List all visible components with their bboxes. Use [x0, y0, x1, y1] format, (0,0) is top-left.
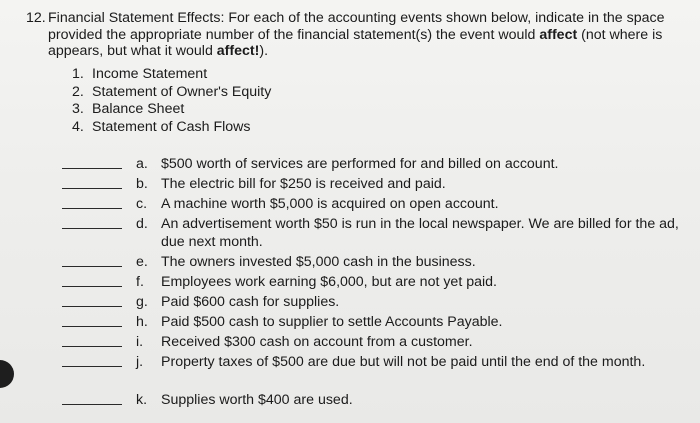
event-text: $500 worth of services are performed for and billed on account.: [161, 156, 559, 172]
event-text: Paid $500 cash to supplier to settle Accounts Payable.: [161, 314, 503, 330]
event-letter: g.: [136, 294, 148, 310]
statement-item: [72, 119, 271, 137]
binder-hole: [0, 360, 14, 388]
affect-emphasis-2: affect!: [216, 43, 260, 59]
statement-item: [72, 66, 271, 84]
statement-item: [72, 84, 271, 102]
statement-item: [72, 101, 271, 119]
question-number: 12.: [26, 10, 46, 26]
question-end: ).: [259, 43, 269, 59]
event-letter: c.: [136, 196, 148, 212]
answer-blank[interactable]: [62, 266, 122, 267]
statement-label: Income Statement: [92, 66, 208, 82]
answer-blank[interactable]: [62, 326, 122, 327]
statement-number: 2.: [72, 83, 84, 100]
answer-blank[interactable]: [62, 208, 122, 209]
answer-blank[interactable]: [62, 366, 122, 367]
statement-label: Statement of Owner's Equity: [92, 83, 272, 100]
event-text: A machine worth $5,000 is acquired on open account.: [161, 196, 499, 212]
event-letter: i.: [136, 334, 144, 350]
statement-list: [72, 66, 271, 136]
answer-blank[interactable]: [62, 188, 122, 189]
event-letter: h.: [136, 314, 148, 330]
event-letter: k.: [136, 392, 148, 408]
affect-emphasis-1: affect: [539, 26, 578, 43]
event-text: Paid $600 cash for supplies.: [161, 294, 340, 310]
event-text: The electric bill for $250 is received and paid.: [161, 176, 446, 192]
event-text: Employees work earning $6,000, but are not yet paid.: [161, 274, 497, 290]
statement-number: 4.: [72, 118, 84, 135]
statement-label: Balance Sheet: [92, 101, 185, 117]
statement-number: 3.: [72, 101, 84, 117]
event-text: Supplies worth $400 are used.: [161, 392, 353, 408]
statement-label: Statement of Cash Flows: [92, 118, 251, 135]
event-letter: b.: [136, 176, 148, 192]
answer-blank[interactable]: [62, 286, 122, 287]
event-text: Received $300 cash on account from a customer.: [161, 334, 473, 350]
question-text: [48, 10, 688, 60]
event-letter: f.: [136, 274, 144, 290]
statement-number: 1.: [72, 66, 84, 82]
event-letter: e.: [136, 254, 148, 270]
answer-blank[interactable]: [62, 346, 122, 347]
question-intro: For each of the accounting events shown below, indicate in the space provided the appropriate number of the financial statement(s) the event would: [48, 10, 665, 43]
event-text: Property taxes of $500 are due but will not be paid until the end of the month.: [161, 354, 646, 370]
answer-blank[interactable]: [62, 228, 122, 229]
event-text: An advertisement worth $50 is run in the local newspaper. We are billed for the ad, due next month.: [161, 216, 679, 250]
answer-blank[interactable]: [62, 404, 122, 405]
event-text: The owners invested $5,000 cash in the business.: [161, 254, 476, 270]
event-letter: a.: [136, 156, 148, 172]
answer-blank[interactable]: [62, 168, 122, 169]
question-title: Financial Statement Effects:: [48, 10, 225, 26]
answer-blank[interactable]: [62, 306, 122, 307]
question-middle: (not where is appears, but what it would: [48, 26, 663, 59]
event-letter: d.: [136, 216, 148, 232]
event-letter: j.: [136, 354, 144, 370]
